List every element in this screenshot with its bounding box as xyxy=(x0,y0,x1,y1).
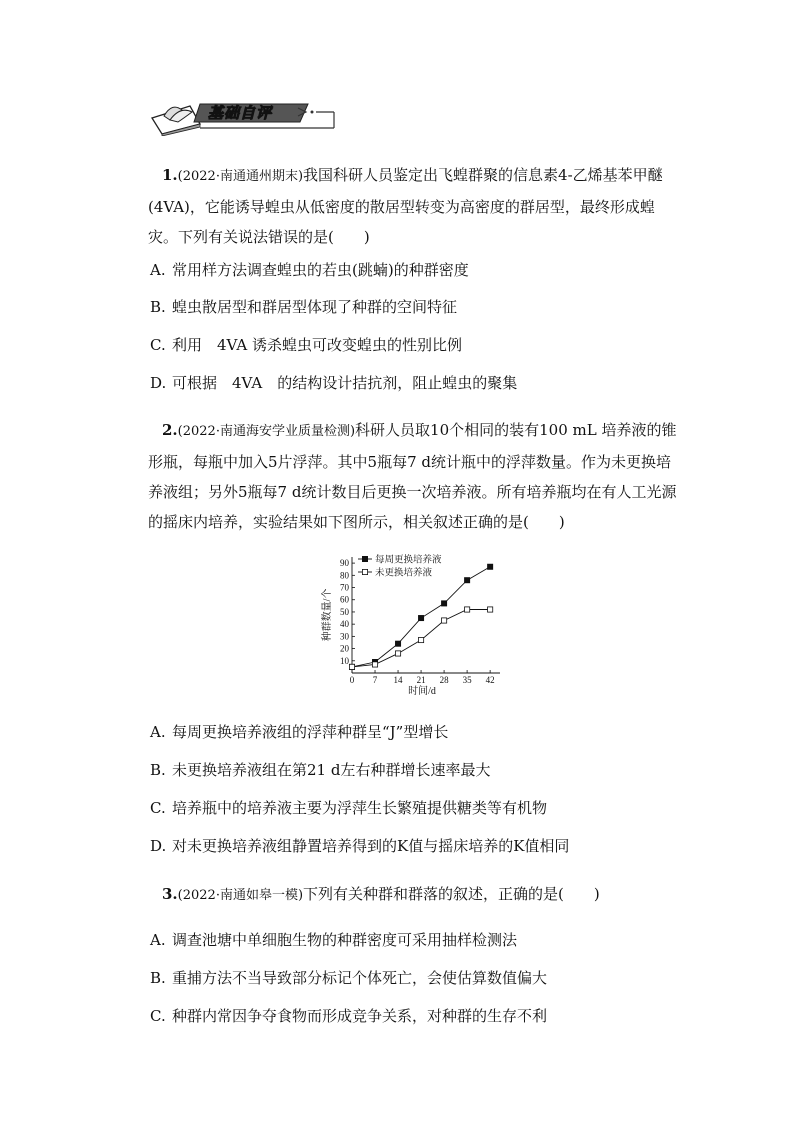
x-tick-label: 14 xyxy=(393,675,403,685)
x-tick-label: 28 xyxy=(439,675,449,685)
x-axis-label: 时间/d xyxy=(408,686,436,695)
x-tick-label: 0 xyxy=(349,675,355,685)
legend-marker xyxy=(362,569,367,574)
x-tick-label: 21 xyxy=(416,675,426,685)
option-c: C. 利用 4VA 诱杀蝗虫可改变蝗虫的性别比例 xyxy=(150,336,462,354)
question-text: 科研人员取10个相同的装有100 mL 培养液的锥形瓶，每瓶中加入5片浮萍。其中5瓶每7 d统计瓶中的浮萍数量。作为未更换培养液组；另外5瓶每7 d统计数目后更换一次培养液。所有培养瓶均在有人工光源的摇床内培养，实验结果如下图所示，相关叙述正确的是( ) xyxy=(148,421,677,531)
x-tick-label: 35 xyxy=(462,675,472,685)
option-a: A. 常用样方法调查蝗虫的若虫(跳蝻)的种群密度 xyxy=(150,261,469,279)
y-tick-label: 90 xyxy=(340,558,349,569)
y-tick-label: 70 xyxy=(340,582,349,593)
question-number: 1. xyxy=(162,166,178,184)
option-c: C. 种群内常因争夺食物而形成竞争关系，对种群的生存不利 xyxy=(150,1007,548,1025)
option-b: B. 重捕方法不当导致部分标记个体死亡，会使估算数值偏大 xyxy=(150,969,548,987)
data-point xyxy=(418,637,423,642)
y-tick-label: 80 xyxy=(340,570,349,581)
data-point xyxy=(349,664,354,669)
data-point xyxy=(441,601,446,606)
data-point xyxy=(418,615,423,620)
question-3 xyxy=(148,879,678,911)
section-banner xyxy=(150,96,336,136)
option-b: B. 未更换培养液组在第21 d左右种群增长速率最大 xyxy=(150,761,491,779)
question-text: 下列有关种群和群落的叙述，正确的是( ) xyxy=(303,885,600,903)
y-tick-label: 60 xyxy=(340,594,349,605)
section-title: 基础自评 xyxy=(208,104,273,122)
legend-marker xyxy=(362,556,367,561)
option-c: C. 培养瓶中的培养液主要为浮萍生长繁殖提供糖类等有机物 xyxy=(150,799,548,817)
data-point xyxy=(441,618,446,623)
y-tick-label: 50 xyxy=(340,606,349,617)
data-point xyxy=(465,578,470,583)
question-number: 2. xyxy=(162,421,178,439)
legend-entry: 未更换培养液 xyxy=(375,568,433,579)
option-d: D. 可根据 4VA 的结构设计拮抗剂，阻止蝗虫的聚集 xyxy=(150,374,518,392)
x-tick-label: 7 xyxy=(372,675,378,685)
y-tick-label: 10 xyxy=(340,655,349,666)
question-source: (2022·南通如皋一模) xyxy=(177,888,304,903)
option-d: D. 对未更换培养液组静置培养得到的K值与摇床培养的K值相同 xyxy=(150,837,570,855)
y-tick-label: 20 xyxy=(340,643,349,654)
option-a: A. 调查池塘中单细胞生物的种群密度可采用抽样检测法 xyxy=(150,931,518,949)
question-1 xyxy=(148,160,678,252)
population-line-chart xyxy=(310,545,510,695)
question-source: (2022·南通海安学业质量检测) xyxy=(177,424,356,439)
option-b: B. 蝗虫散居型和群居型体现了种群的空间特征 xyxy=(150,298,458,316)
legend-entry: 每周更换培养液 xyxy=(375,555,442,566)
y-tick-label: 40 xyxy=(340,619,349,630)
question-number: 3. xyxy=(162,885,178,903)
question-2 xyxy=(148,415,678,537)
y-tick-label: 30 xyxy=(340,631,349,642)
question-source: (2022·南通通州期末) xyxy=(177,169,304,184)
data-point xyxy=(488,564,493,569)
data-point xyxy=(465,607,470,612)
data-point xyxy=(395,641,400,646)
data-point xyxy=(395,651,400,656)
x-tick-label: 42 xyxy=(485,675,495,685)
question-text: 我国科研人员鉴定出飞蝗群聚的信息素4-乙烯基苯甲醚(4VA)，它能诱导蝗虫从低密度的散居型转变为高密度的群居型，最终形成蝗灾。下列有关说法错误的是( ) xyxy=(148,166,663,246)
y-axis-label: 种群数量/个 xyxy=(322,588,333,642)
data-point xyxy=(372,662,377,667)
option-a: A. 每周更换培养液组的浮萍种群呈“J”型增长 xyxy=(150,723,449,741)
data-point xyxy=(488,607,493,612)
